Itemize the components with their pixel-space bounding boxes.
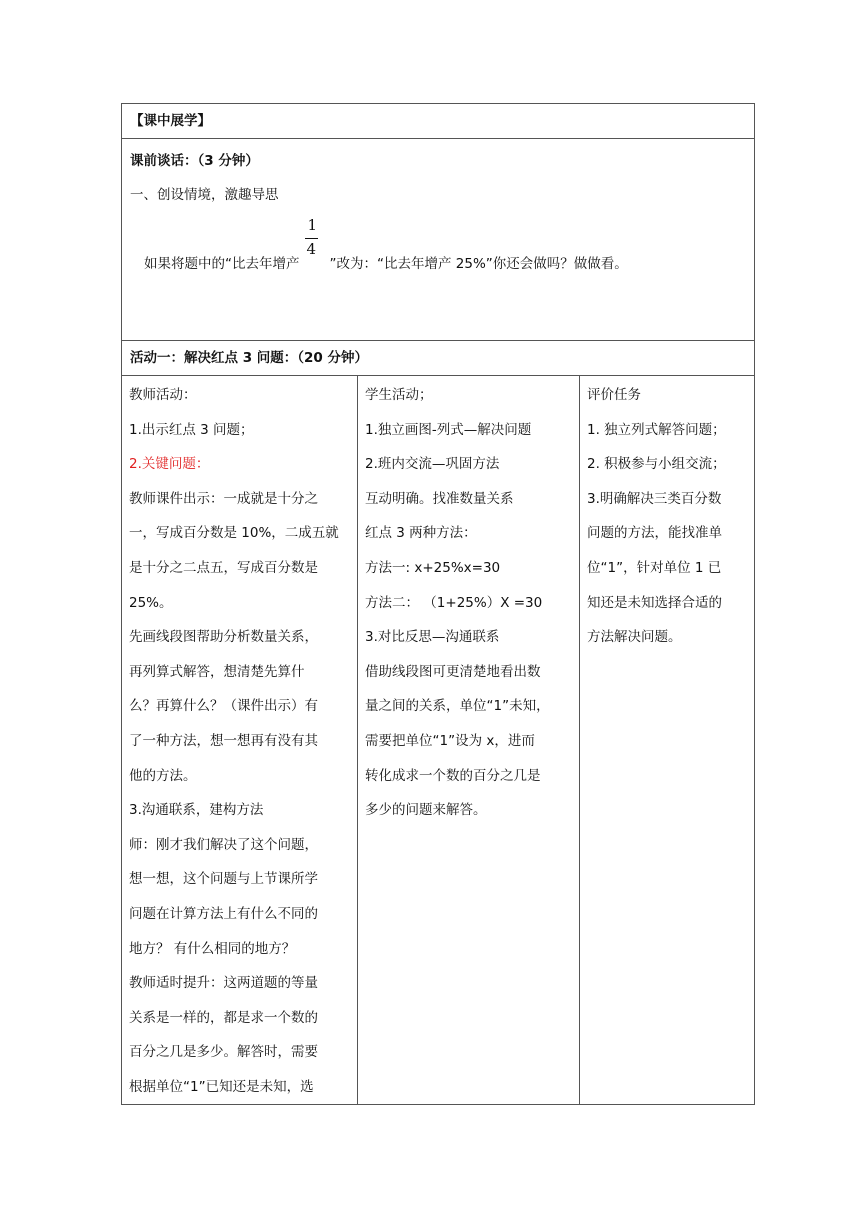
section-title: 【课中展学】 — [122, 104, 755, 139]
student-line: 方法二： （1+25%）X =30 — [365, 594, 543, 611]
teacher-line: 再列算式解答，想清楚先算什 — [129, 663, 305, 680]
evaluation-line: 位“1”，针对单位 1 已 — [587, 559, 722, 576]
teacher-line: 1.出示红点 3 问题； — [129, 421, 254, 438]
pre-talk-cell — [122, 139, 755, 341]
teacher-line: 关系是一样的，都是求一个数的 — [129, 1009, 318, 1026]
evaluation-line: 1. 独立列式解答问题； — [587, 421, 726, 438]
teacher-line: 教师课件出示：一成就是十分之 — [129, 490, 318, 507]
pre-talk-row — [122, 139, 755, 341]
teacher-line: 么？再算什么？（课件出示）有 — [129, 698, 318, 715]
student-line: 互动明确。找准数量关系 — [365, 490, 514, 507]
student-line: 1.独立画图-列式—解决问题 — [365, 421, 532, 438]
activity-row — [122, 341, 755, 376]
evaluation-line: 3.明确解决三类百分数 — [587, 490, 722, 507]
teacher-line: 根据单位“1”已知还是未知，选 — [129, 1078, 314, 1095]
student-line: 转化成求一个数的百分之几是 — [365, 767, 541, 784]
lesson-table — [121, 103, 755, 1105]
evaluation-line: 知还是未知选择合适的 — [587, 594, 722, 611]
pre-talk-title: 课前谈话：（3 分钟） — [130, 153, 259, 169]
student-column — [358, 376, 580, 1105]
student-line: 多少的问题来解答。 — [365, 802, 487, 819]
student-line: 需要把单位“1”设为 x，进而 — [365, 732, 535, 749]
student-line: 方法一: x+25%x=30 — [365, 559, 501, 576]
teacher-line: 了一种方法，想一想再有没有其 — [129, 732, 318, 749]
student-line: 3.对比反思—沟通联系 — [365, 629, 500, 646]
teacher-line: 教师适时提升：这两道题的等量 — [129, 975, 318, 992]
columns-row — [122, 376, 755, 1105]
evaluation-line: 问题的方法，能找准单 — [587, 525, 722, 542]
teacher-line: 问题在计算方法上有什么不同的 — [129, 905, 318, 922]
teacher-line: 百分之几是多少。解答时，需要 — [129, 1044, 318, 1061]
teacher-line: 25%。 — [129, 594, 173, 611]
fraction-bar — [305, 238, 318, 239]
student-line: 红点 3 两种方法： — [365, 525, 477, 542]
teacher-column — [122, 376, 358, 1105]
activity-title: 活动一：解决红点 3 问题：（20 分钟） — [122, 341, 755, 376]
fraction-denominator: 4 — [306, 240, 317, 258]
fraction-numerator: 1 — [307, 216, 318, 234]
teacher-line: 一，写成百分数是 10%，二成五就 — [129, 525, 339, 542]
student-line: 借助线段图可更清楚地看出数 — [365, 663, 541, 680]
student-line: 学生活动； — [365, 387, 433, 403]
header-row — [122, 104, 755, 139]
teacher-line: 想一想，这个问题与上节课所学 — [129, 871, 318, 888]
teacher-line: 师：刚才我们解决了这个问题， — [129, 836, 318, 853]
pre-talk-subtitle: 一、创设情境，激趣导思 — [130, 187, 279, 203]
evaluation-column — [580, 376, 755, 1105]
teacher-line-key-question: 2.关键问题： — [129, 456, 210, 473]
fraction-one-quarter — [300, 216, 330, 268]
evaluation-line: 评价任务 — [587, 387, 641, 403]
question-before: 如果将题中的“比去年增产 — [144, 256, 300, 272]
teacher-line: 地方？ 有什么相同的地方？ — [129, 940, 296, 957]
evaluation-line: 2. 积极参与小组交流； — [587, 456, 726, 473]
question-after: ”改为：“比去年增产 25%”你还会做吗？做做看。 — [329, 256, 628, 272]
evaluation-line: 方法解决问题。 — [587, 629, 682, 646]
student-line: 2.班内交流—巩固方法 — [365, 456, 500, 473]
teacher-line: 先画线段图帮助分析数量关系， — [129, 629, 318, 646]
student-line: 量之间的关系，单位“1”未知， — [365, 698, 550, 715]
teacher-line: 他的方法。 — [129, 767, 197, 784]
teacher-line: 是十分之二点五，写成百分数是 — [129, 559, 318, 576]
teacher-line: 教师活动： — [129, 387, 197, 403]
teacher-line: 3.沟通联系，建构方法 — [129, 802, 264, 819]
pre-talk-question — [144, 216, 628, 272]
